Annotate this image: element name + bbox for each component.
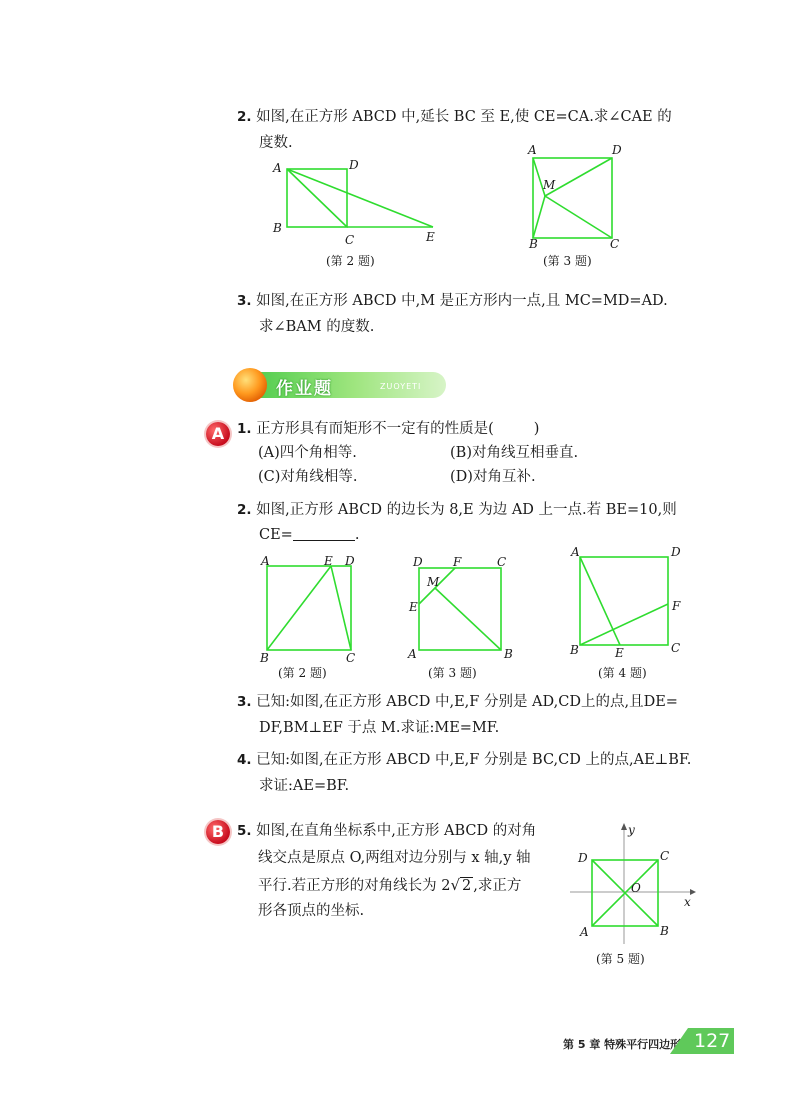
fig-square [580, 557, 668, 645]
homework-q2-line1: 如图,正方形 ABCD 的边长为 8,E 为边 AD 上一点.若 BE=10,则 [256, 502, 677, 518]
homework-q4-line2: 求证:AE=BF. [259, 778, 350, 794]
fig-label: B [570, 643, 579, 657]
fig-label: y [628, 823, 635, 837]
homework-q1-number: 1. [237, 421, 252, 437]
homework-q3 [237, 689, 678, 715]
homework-title: 作业题 [276, 379, 333, 399]
homework-q5-line3-post: ,求正方 [473, 878, 522, 894]
fig-line-bf [580, 604, 668, 645]
fig-label: E [409, 600, 418, 614]
homework-q1 [237, 416, 539, 442]
homework-q5-line3-pre: 平行.若正方形的对角线长为 2 [258, 878, 451, 894]
fig-label: D [413, 555, 423, 569]
fig-line-ae [287, 169, 433, 227]
fig-label: F [453, 555, 462, 569]
homework-q1-stem: 正方形具有而矩形不一定有的性质是( [256, 421, 494, 437]
fig-label: A [273, 161, 282, 175]
fig-label: D [612, 143, 622, 157]
fig-label: A [580, 925, 589, 939]
level-a-badge-icon: A [206, 422, 230, 446]
fig-label: E [426, 230, 435, 244]
fig-label: A [261, 554, 270, 568]
x-axis-arrow-icon [690, 889, 696, 895]
fig-label: C [671, 641, 681, 655]
practice-fig3-caption: (第 3 题) [543, 254, 592, 268]
fig-label: D [345, 554, 355, 568]
fig-line-ac [287, 169, 347, 227]
homework-q5-line2: 线交点是原点 O,两组对边分别与 x 轴,y 轴 [258, 850, 531, 866]
homework-figure-4 [565, 542, 685, 662]
homework-q3-line1: 已知:如图,在正方形 ABCD 中,E,F 分别是 AD,CD上的点,且DE= [256, 694, 678, 710]
fig-label: C [497, 555, 507, 569]
fig-label: D [578, 851, 588, 865]
homework-q1-stem-end: ) [533, 421, 540, 437]
homework-banner-ball-icon [233, 368, 267, 402]
homework-q3-number: 3. [237, 694, 252, 710]
homework-q4-number: 4. [237, 752, 252, 768]
practice-fig2-caption: (第 2 题) [326, 254, 375, 268]
homework-q5-number: 5. [237, 823, 252, 839]
y-axis-arrow-icon [621, 823, 627, 830]
fig-label: B [504, 647, 513, 661]
practice-q2-line2: 度数. [259, 135, 293, 151]
footer-chapter: 第 5 章 特殊平行四边形 [563, 1038, 682, 1051]
practice-figure-2 [265, 155, 445, 250]
fig-label: A [408, 647, 417, 661]
fig-label: B [529, 237, 538, 251]
homework-q3-line2: DF,BM⊥EF 于点 M.求证:ME=MF. [259, 720, 500, 736]
practice-q2 [237, 104, 672, 130]
homework-figure-5 [568, 820, 698, 950]
homework-q5-line4: 形各顶点的坐标. [258, 903, 365, 919]
page-number: 127 [694, 1030, 731, 1052]
fig-label: C [345, 233, 355, 247]
fig-label: D [349, 158, 359, 172]
homework-fig3-caption: (第 3 题) [428, 666, 477, 680]
fig-label: A [571, 545, 580, 559]
homework-q1-opt-d: (D)对角互补. [450, 469, 536, 485]
homework-q2-line2-post: . [354, 527, 360, 543]
homework-q1-opt-c: (C)对角线相等. [258, 469, 358, 485]
practice-q2-number: 2. [237, 109, 252, 125]
fig-line-be [267, 566, 331, 650]
fig-label: F [672, 599, 681, 613]
fig-label: x [684, 895, 691, 909]
homework-subtitle: ZUOYETI [380, 382, 422, 391]
fig-line-bm [435, 588, 501, 650]
fig-label: E [324, 554, 333, 568]
homework-q2-line2-pre: CE= [259, 527, 293, 543]
homework-q4 [237, 747, 691, 773]
fig-label: E [615, 646, 624, 660]
homework-figure-2 [255, 550, 365, 665]
practice-figure-3 [520, 142, 630, 254]
fig-label: C [346, 651, 356, 665]
homework-fig2-caption: (第 2 题) [278, 666, 327, 680]
sqrt-radicand: 2 [462, 878, 472, 894]
homework-q1-opt-a: (A)四个角相等. [258, 445, 357, 461]
fig-label: M [427, 575, 440, 589]
homework-figure-3 [405, 550, 520, 665]
fig-square [267, 566, 351, 650]
level-b-badge-icon: B [206, 820, 230, 844]
fig-label: B [660, 924, 669, 938]
homework-q5-line1: 如图,在直角坐标系中,正方形 ABCD 的对角 [256, 823, 537, 839]
homework-q1-opt-b: (B)对角线互相垂直. [450, 445, 579, 461]
fig-label: A [528, 143, 537, 157]
page-tab-corner [670, 1028, 688, 1054]
homework-fig4-caption: (第 4 题) [598, 666, 647, 680]
practice-q3-number: 3. [237, 293, 252, 309]
practice-q2-line1: 如图,在正方形 ABCD 中,延长 BC 至 E,使 CE=CA.求∠CAE 的 [256, 109, 672, 125]
homework-fig5-caption: (第 5 题) [596, 952, 645, 966]
fig-label: M [543, 178, 556, 192]
fig-line-cm [545, 196, 612, 238]
answer-blank [293, 526, 355, 541]
homework-q4-line1: 已知:如图,在正方形 ABCD 中,E,F 分别是 BC,CD 上的点,AE⊥BF. [256, 752, 692, 768]
fig-label: B [273, 221, 282, 235]
practice-q3-line1: 如图,在正方形 ABCD 中,M 是正方形内一点,且 MC=MD=AD. [256, 293, 668, 309]
fig-label: B [260, 651, 269, 665]
fig-label: O [631, 881, 641, 895]
fig-line-bm [533, 196, 545, 238]
homework-q5 [237, 818, 536, 844]
homework-q5-line3: 平行.若正方形的对角线长为 2√ 2 ,求正方 [258, 876, 522, 894]
practice-q3-line2: 求∠BAM 的度数. [259, 319, 375, 335]
homework-q2-number: 2. [237, 502, 252, 518]
fig-label: C [610, 237, 620, 251]
fig-label: D [671, 545, 681, 559]
homework-q2-line2 [259, 522, 359, 548]
fig-line-ae [580, 557, 620, 645]
fig-label: C [660, 849, 670, 863]
fig-line-ce [331, 566, 351, 650]
homework-q2 [237, 497, 677, 523]
practice-q3 [237, 288, 668, 314]
